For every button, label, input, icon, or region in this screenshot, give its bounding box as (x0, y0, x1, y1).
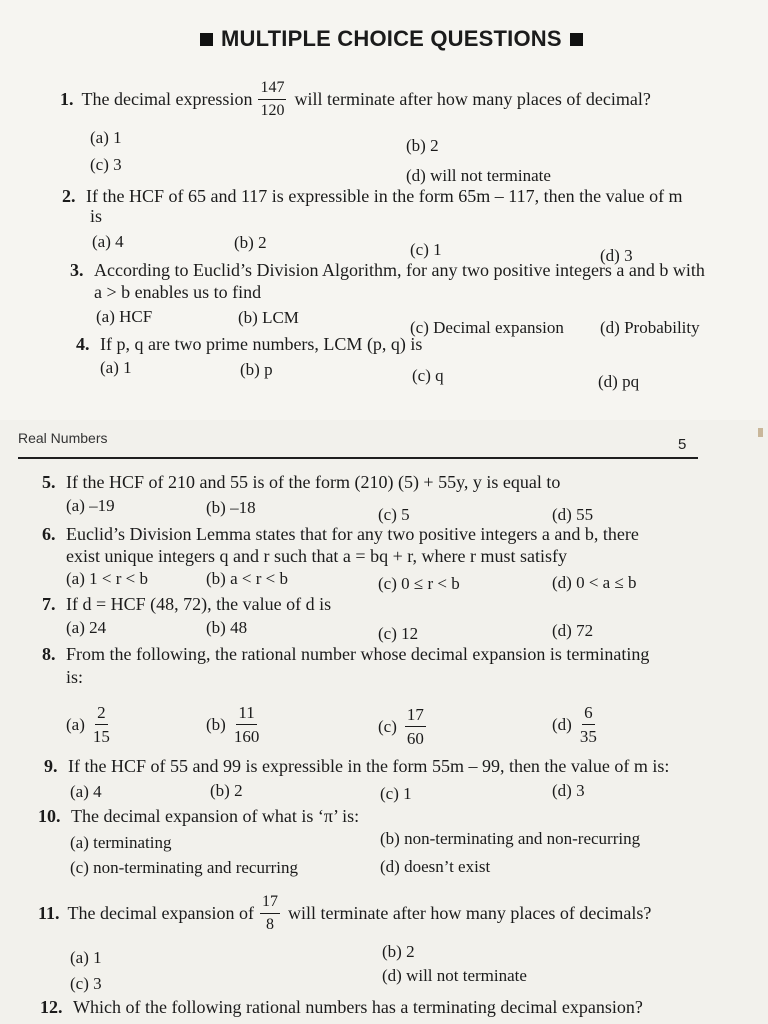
question-text: If the HCF of 55 and 99 is expressible in the form 55m – 99, then the value of m is: (68, 756, 670, 776)
fraction (260, 894, 280, 933)
section-title-text: MULTIPLE CHOICE QUESTIONS (221, 26, 562, 51)
option-a: (a) –19 (66, 496, 115, 515)
option-d: (d) 72 (552, 621, 594, 640)
option-d: (d) will not terminate (382, 966, 527, 985)
question-number: 11. (38, 903, 60, 923)
option-c: (c) 5 (378, 505, 410, 524)
option-label: (a) (66, 714, 85, 734)
option-d: (d) 3 (552, 781, 585, 800)
option-c: (c) 3 (70, 974, 102, 993)
running-header-section: Real Numbers (18, 430, 108, 446)
option-a (66, 704, 114, 745)
fraction-numerator: 11 (236, 704, 256, 725)
fraction (405, 706, 426, 747)
fraction-denominator: 120 (260, 102, 285, 119)
question-number: 9. (44, 756, 58, 776)
option-a: (a) 4 (92, 232, 124, 251)
fraction-numerator: 2 (95, 704, 108, 725)
fraction-numerator: 6 (582, 704, 595, 725)
fraction-denominator: 35 (579, 727, 597, 746)
question-text-continued: is (90, 206, 103, 226)
fraction-numerator: 147 (258, 80, 286, 100)
question-text-continued: a > b enables us to find (94, 282, 262, 302)
fraction (93, 704, 110, 745)
question-number: 7. (42, 594, 56, 614)
option-b: (b) 48 (206, 618, 248, 637)
option-a: (a) 1 (90, 128, 122, 147)
question-text: If the HCF of 65 and 117 is expressible in the form 65m – 117, then the value of m (86, 186, 683, 206)
question-number: 4. (76, 334, 90, 354)
question-number: 3. (70, 260, 84, 280)
option-b (206, 704, 263, 745)
fraction-denominator: 8 (265, 916, 274, 933)
question-text: Which of the following rational numbers has a terminating decimal expansion? (73, 997, 643, 1017)
question-text: From the following, the rational number whose decimal expansion is terminating (66, 644, 650, 664)
question-text: The decimal expansion of (67, 903, 254, 923)
fraction-denominator: 160 (233, 727, 260, 746)
question-number: 8. (42, 644, 56, 664)
option-c: (c) 12 (378, 624, 419, 643)
option-label: (c) (378, 716, 397, 736)
option-c: (c) Decimal expansion (410, 318, 564, 337)
option-b: (b) a < r < b (206, 569, 288, 588)
question-text: According to Euclid’s Division Algorithm, for any two positive integers a and b with (94, 260, 705, 280)
option-b: (b) LCM (238, 308, 299, 327)
question-12 (40, 997, 643, 1018)
question-6 (42, 524, 639, 545)
fraction (580, 704, 597, 745)
option-d: (d) pq (598, 372, 640, 391)
fraction-numerator: 17 (260, 894, 280, 914)
option-d (552, 704, 601, 745)
question-text: The decimal expression (81, 89, 253, 109)
option-c: (c) 0 ≤ r < b (378, 574, 460, 593)
option-b: (b) 2 (210, 781, 243, 800)
fraction (234, 704, 260, 745)
option-b: (b) 2 (382, 942, 415, 961)
option-c: (c) 1 (380, 784, 412, 803)
option-a: (a) 1 (100, 358, 132, 377)
page-edge-mark (758, 428, 763, 437)
question-text: will terminate after how many places of decimals? (287, 903, 652, 923)
question-number: 12. (40, 997, 63, 1017)
question-text: If p, q are two prime numbers, LCM (p, q) is (100, 334, 423, 354)
option-a: (a) 1 < r < b (66, 569, 148, 588)
question-4 (76, 334, 422, 355)
question-text: will terminate after how many places of decimal? (294, 89, 651, 109)
question-11 (38, 894, 651, 933)
option-b: (b) p (240, 360, 273, 379)
option-b: (b) –18 (206, 498, 256, 517)
header-rule (18, 457, 698, 459)
option-label: (d) (552, 714, 572, 734)
option-a: (a) 4 (70, 782, 102, 801)
question-text: Euclid’s Division Lemma states that for any two positive integers a and b, there (66, 524, 639, 544)
option-c: (c) non-terminating and recurring (70, 858, 298, 877)
option-c: (c) 1 (410, 240, 442, 259)
option-c (378, 706, 430, 747)
question-text: The decimal expansion of what is ‘π’ is: (71, 806, 360, 826)
square-bullet-icon (200, 33, 213, 46)
option-d: (d) 55 (552, 505, 594, 524)
question-text: If the HCF of 210 and 55 is of the form (210) (5) + 55y, y is equal to (66, 472, 561, 492)
question-1 (60, 80, 651, 119)
section-title (200, 26, 583, 52)
question-number: 6. (42, 524, 56, 544)
question-text-continued: is: (66, 667, 84, 687)
page-number: 5 (678, 436, 687, 453)
question-number: 2. (62, 186, 76, 206)
option-c: (c) 3 (90, 155, 122, 174)
question-8 (42, 644, 649, 665)
page-top-section (0, 0, 768, 420)
fraction-denominator: 15 (92, 727, 110, 746)
option-b: (b) non-terminating and non-recurring (380, 829, 641, 848)
question-5 (42, 472, 560, 493)
option-a: (a) 24 (66, 618, 107, 637)
option-d: (d) 0 < a ≤ b (552, 573, 637, 592)
fraction (258, 80, 286, 119)
option-b: (b) 2 (406, 136, 439, 155)
square-bullet-icon (570, 33, 583, 46)
option-label: (b) (206, 714, 226, 734)
question-number: 5. (42, 472, 56, 492)
question-9 (44, 756, 669, 777)
question-text-continued: exist unique integers q and r such that a = bq + r, where r must satisfy (66, 546, 567, 566)
option-d: (d) 3 (600, 246, 633, 265)
question-number: 10. (38, 806, 61, 826)
option-a: (a) HCF (96, 307, 153, 326)
option-d: (d) will not terminate (406, 166, 551, 185)
question-number: 1. (60, 89, 74, 109)
option-d: (d) Probability (600, 318, 700, 337)
fraction-numerator: 17 (405, 706, 426, 727)
option-a: (a) terminating (70, 833, 172, 852)
question-2 (62, 186, 683, 207)
option-d: (d) doesn’t exist (380, 857, 491, 876)
question-7 (42, 594, 331, 615)
question-3 (70, 260, 705, 281)
fraction-denominator: 60 (406, 729, 424, 748)
option-b: (b) 2 (234, 233, 267, 252)
question-10 (38, 806, 359, 827)
option-c: (c) q (412, 366, 444, 385)
option-a: (a) 1 (70, 948, 102, 967)
question-text: If d = HCF (48, 72), the value of d is (66, 594, 332, 614)
